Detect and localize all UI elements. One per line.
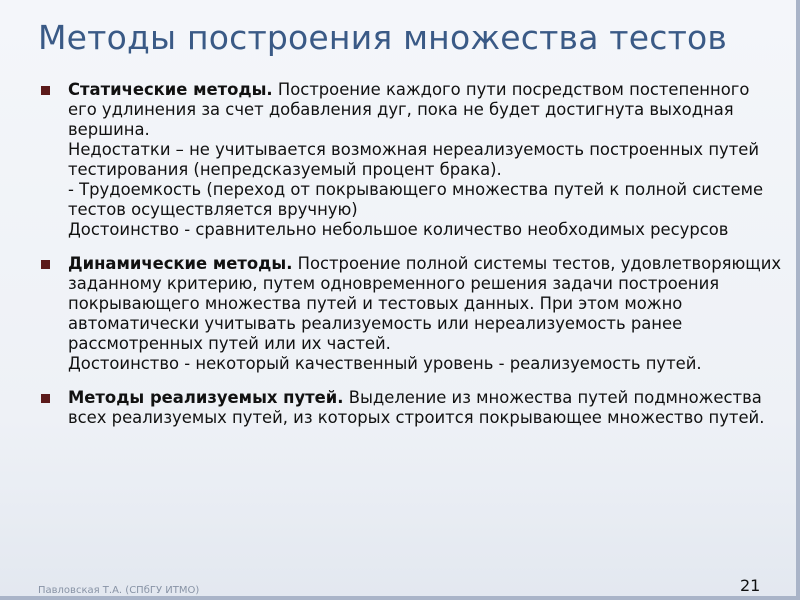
item-heading: Статические методы. [68, 80, 273, 99]
item-text: Построение каждого пути посредством постепенного его удлинения за счет добавления дуг, пока не будет достигнута выходная вершина. [68, 80, 750, 139]
square-bullet-icon [41, 260, 50, 269]
square-bullet-icon [41, 86, 50, 95]
item-text: Недостатки – не учитывается возможная нереализуемость построенных путей тестирования (непредсказуемый процент брака). [68, 140, 760, 179]
page-number: 21 [740, 576, 761, 595]
item-text: Достоинство - некоторый качественный уровень - реализуемость путей. [68, 354, 702, 373]
bullet-item-static [38, 80, 783, 240]
item-text: Выделение из множества путей подмножества всех реализуемых путей, из которых строится покрывающее множество путей. [68, 388, 765, 427]
item-heading: Методы реализуемых путей. [68, 388, 344, 407]
slide-title: Методы построения множества тестов [38, 18, 728, 57]
slide-footer: Павловская Т.А. (СПбГУ ИТМО) [38, 585, 200, 596]
item-text: - Трудоемкость (переход от покрывающего множества путей к полной системе тестов осуществляется вручную) [68, 180, 764, 219]
square-bullet-icon [41, 394, 50, 403]
bullet-item-dynamic [38, 254, 783, 374]
slide-body [38, 80, 783, 442]
item-text: Достоинство - сравнительно небольшое количество необходимых ресурсов [68, 220, 729, 239]
item-heading: Динамические методы. [68, 254, 293, 273]
item-text: Построение полной системы тестов, удовлетворяющих заданному критерию, путем одновременного решения задачи построения покрывающего множества путей и тестовых данных. При этом можно автоматически учитывать реализуемость или нереализуемость ранее рассмотренных путей или их частей. [68, 254, 782, 353]
bullet-item-feasible-paths [38, 388, 783, 428]
